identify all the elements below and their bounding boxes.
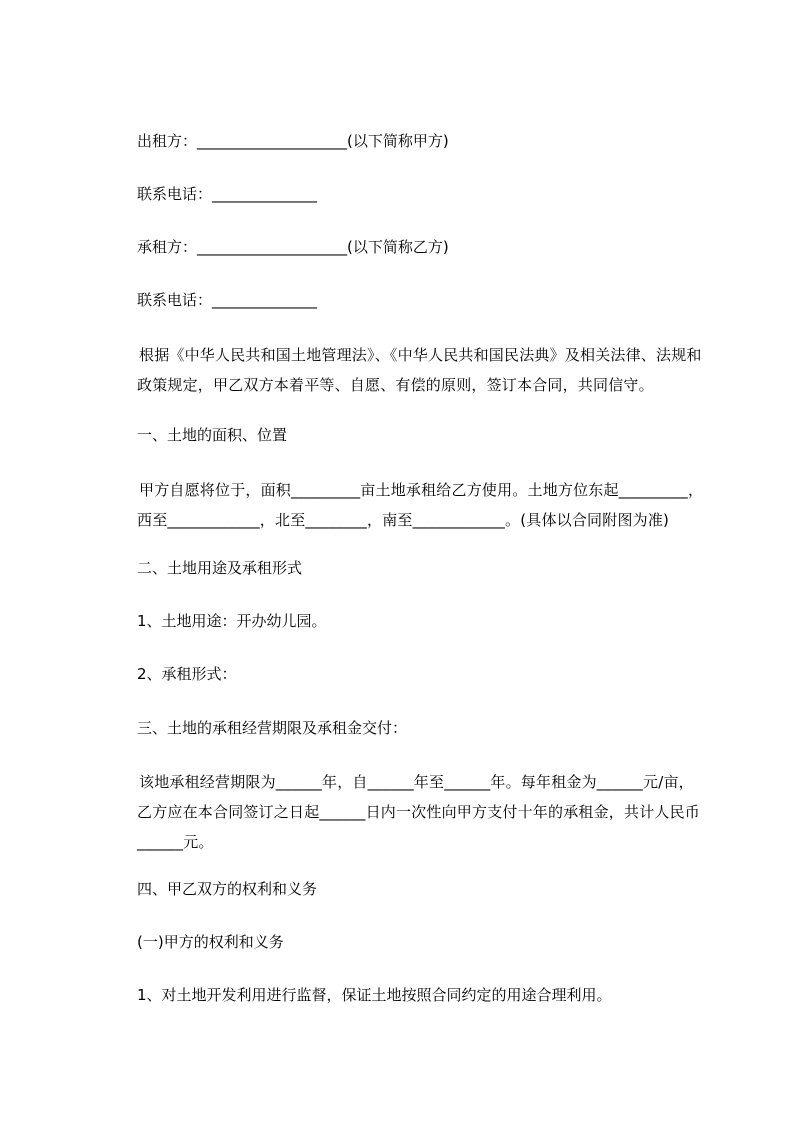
lessor-line: 出租方：____________________(以下简称甲方) [137,132,449,150]
lessee-line: 承租方：____________________(以下简称乙方) [137,238,449,256]
section1-title: 一、土地的面积、位置 [137,426,288,444]
section2-item2: 2、承租形式： [137,665,237,683]
section4-subheading: (一)甲方的权利和义务 [137,933,284,951]
preamble-paragraph: 根据《中华人民共和国土地管理法》、《中华人民共和国民法典》及相关法律、法规和政策规定，甲乙双方本着平等、自愿、有偿的原则，签订本合同，共同信守。 [137,346,702,394]
section2-item1: 1、土地用途：开办幼儿园。 [137,612,327,630]
section2-title: 二、土地用途及承租形式 [137,559,303,577]
lessee-phone-line: 联系电话：______________ [137,291,318,309]
section3-title: 三、土地的承租经营期限及承租金交付： [137,719,408,737]
section4-title: 四、甲乙双方的权利和义务 [137,880,318,898]
section1-body: 甲方自愿将位于，面积_________亩土地承租给乙方使用。土地方位东起_________，西至____________，北至________，南至____________。(具体以合同附图为准) [137,481,704,529]
lessor-phone-line: 联系电话：______________ [137,185,318,203]
section3-body: 该地承租经营期限为______年，自______年至______年。每年租金为______元/亩，乙方应在本合同签订之日起______日内一次性向甲方支付十年的承租金，共计人民币______元。 [137,773,701,851]
section4-item1: 1、对土地开发利用进行监督，保证土地按照合同约定的用途合理利用。 [137,986,612,1004]
